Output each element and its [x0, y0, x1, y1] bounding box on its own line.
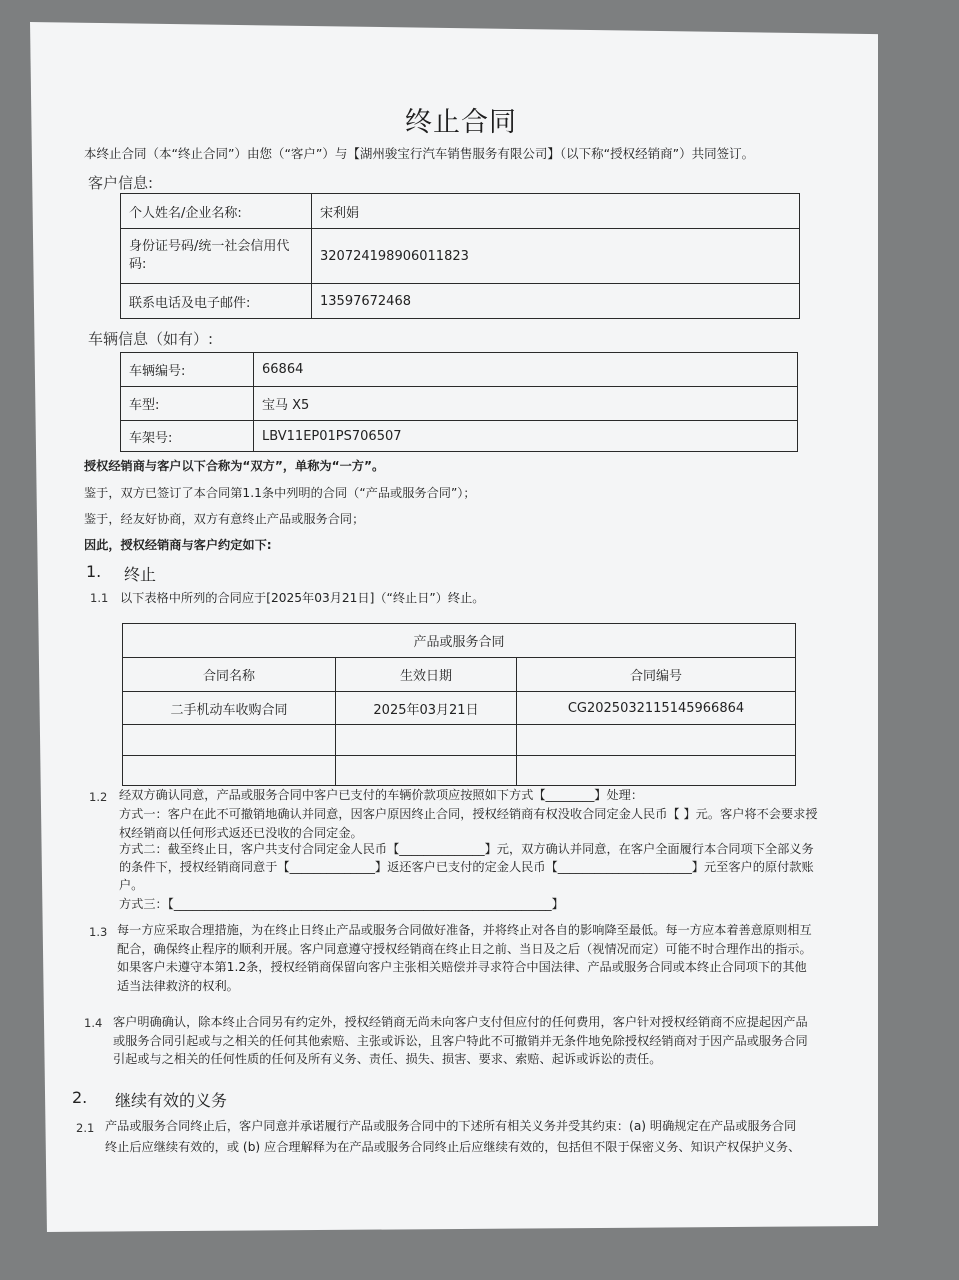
- recital-whereas-1: 鉴于，双方已签订了本合同第1.1条中列明的合同（“产品或服务合同”）；: [84, 486, 476, 500]
- vehicle-vin-value: LBV11EP01PS706507: [254, 421, 798, 452]
- clause-1-4-line-3: 引起或与之相关的任何性质的任何及所有义务、责任、损失、损害、要求、索赔、起诉或诉讼的责任。: [113, 1052, 662, 1066]
- recital-whereas-2: 鉴于，经友好协商，双方有意终止产品或服务合同；: [84, 512, 365, 526]
- clause-1-2-line-7: 方式三：【______________________________________________________________】: [119, 897, 564, 911]
- vehicle-model-value: 宝马 X5: [254, 387, 798, 421]
- empty-cell: [336, 725, 517, 756]
- clause-1-2-line-3: 权经销商以任何形式返还已没收的合同定金。: [119, 826, 363, 840]
- clause-1-3-line-1: 每一方应采取合理措施，为在终止日终止产品或服务合同做好准备，并将终止对各自的影响降至最低。每一方应本着善意原则相互: [117, 923, 812, 937]
- vehicle-no-label: 车辆编号:: [121, 353, 254, 387]
- section-2-number: 2.: [72, 1088, 88, 1107]
- vehicle-info-heading: 车辆信息（如有）:: [88, 330, 214, 348]
- clause-1-1-number: 1.1: [90, 591, 109, 605]
- table-row: [123, 756, 796, 786]
- empty-cell: [336, 756, 517, 786]
- contract-number-cell: CG2025032115145966864: [517, 692, 796, 725]
- clause-1-3-line-2: 配合，确保终止程序的顺利开展。客户同意遵守授权经销商在终止日之前、当日及之后（视情况而定）可能不时合理作出的指示。: [117, 942, 812, 956]
- clause-1-4-number: 1.4: [84, 1016, 103, 1030]
- vehicle-model-label: 车型:: [121, 387, 254, 421]
- customer-id-label: 身份证号码/统一社会信用代码:: [121, 229, 312, 284]
- table-row: [123, 692, 796, 725]
- clause-1-2-line-6: 户。: [119, 878, 144, 892]
- section-2-title: 继续有效的义务: [115, 1091, 228, 1110]
- clause-2-1-line-1: 产品或服务合同终止后，客户同意并承诺履行产品或服务合同中的下述所有相关义务并受其约束：(a) 明确规定在产品或服务合同: [105, 1119, 797, 1133]
- header-contract-name: 合同名称: [123, 658, 336, 692]
- customer-id-value: 320724198906011823: [312, 229, 800, 284]
- empty-cell: [517, 756, 796, 786]
- product-contract-table: [122, 623, 796, 786]
- customer-contact-label: 联系电话及电子邮件:: [121, 284, 312, 319]
- customer-name-label: 个人姓名/企业名称:: [121, 194, 312, 229]
- header-contract-number: 合同编号: [517, 658, 796, 692]
- table-row: [123, 725, 796, 756]
- vehicle-no-value: 66864: [254, 353, 798, 387]
- clause-1-3-number: 1.3: [89, 925, 108, 939]
- clause-2-1-number: 2.1: [76, 1121, 95, 1135]
- clause-1-4-line-1: 客户明确确认，除本终止合同另有约定外，授权经销商无尚未向客户支付但应付的任何费用，客户针对授权经销商不应提起因产品: [113, 1015, 808, 1029]
- header-effective-date: 生效日期: [336, 658, 517, 692]
- recital-parties: 授权经销商与客户以下合称为“双方”，单称为“一方”。: [84, 459, 385, 473]
- clause-1-1-text: 以下表格中所列的合同应于[2025年03月21日]（“终止日”）终止。: [120, 591, 485, 605]
- section-1-number: 1.: [86, 562, 102, 581]
- customer-name-value: 宋利娟: [312, 194, 800, 229]
- vehicle-vin-label: 车架号:: [121, 421, 254, 452]
- vehicle-info-table: [120, 352, 798, 452]
- contract-name-cell: 二手机动车收购合同: [123, 692, 336, 725]
- clause-2-1-line-2: 终止后应继续有效的，或 (b) 应合理解释为在产品或服务合同终止后应继续有效的，包括但不限于保密义务、知识产权保护义务、: [105, 1140, 801, 1154]
- customer-info-heading: 客户信息:: [88, 174, 154, 192]
- customer-info-table: [120, 193, 800, 319]
- clause-1-3-line-3: 如果客户未遵守本第1.2条，授权经销商保留向客户主张相关赔偿并寻求符合中国法律、产品或服务合同或本终止合同项下的其他: [117, 960, 807, 974]
- product-table-caption: 产品或服务合同: [123, 624, 796, 658]
- document-title: 终止合同: [405, 107, 517, 138]
- empty-cell: [123, 756, 336, 786]
- clause-1-2-line-5: 的条件下，授权经销商同意于【______________】返还客户已支付的定金人民币【______________________】元至客户的原付款账: [119, 860, 814, 874]
- effective-date-cell: 2025年03月21日: [336, 692, 517, 725]
- empty-cell: [123, 725, 336, 756]
- clause-1-4-line-2: 或服务合同引起或与之相关的任何其他索赔、主张或诉讼，且客户特此不可撤销并无条件地免除授权经销商对于因产品或服务合同: [113, 1034, 808, 1048]
- empty-cell: [517, 725, 796, 756]
- intro-paragraph: 本终止合同（本“终止合同”）由您（“客户”）与【湖州骏宝行汽车销售服务有限公司】（以下称“授权经销商”）共同签订。: [84, 146, 755, 161]
- customer-contact-value: 13597672468: [312, 284, 800, 319]
- clause-1-2-number: 1.2: [89, 790, 108, 804]
- recital-therefore: 因此，授权经销商与客户约定如下:: [84, 538, 272, 552]
- section-1-title: 终止: [124, 565, 157, 584]
- clause-1-3-line-4: 适当法律救济的权利。: [117, 979, 239, 993]
- clause-1-2-line-4: 方式二：截至终止日，客户共支付合同定金人民币【______________】元，双方确认并同意，在客户全面履行本合同项下全部义务: [119, 842, 814, 856]
- clause-1-2-line-2: 方式一：客户在此不可撤销地确认并同意，因客户原因终止合同，授权经销商有权没收合同定金人民币【 】元。客户将不会要求授: [119, 807, 818, 821]
- clause-1-2-line-1: 经双方确认同意，产品或服务合同中客户已支付的车辆价款项应按照如下方式【________】处理：: [119, 788, 644, 802]
